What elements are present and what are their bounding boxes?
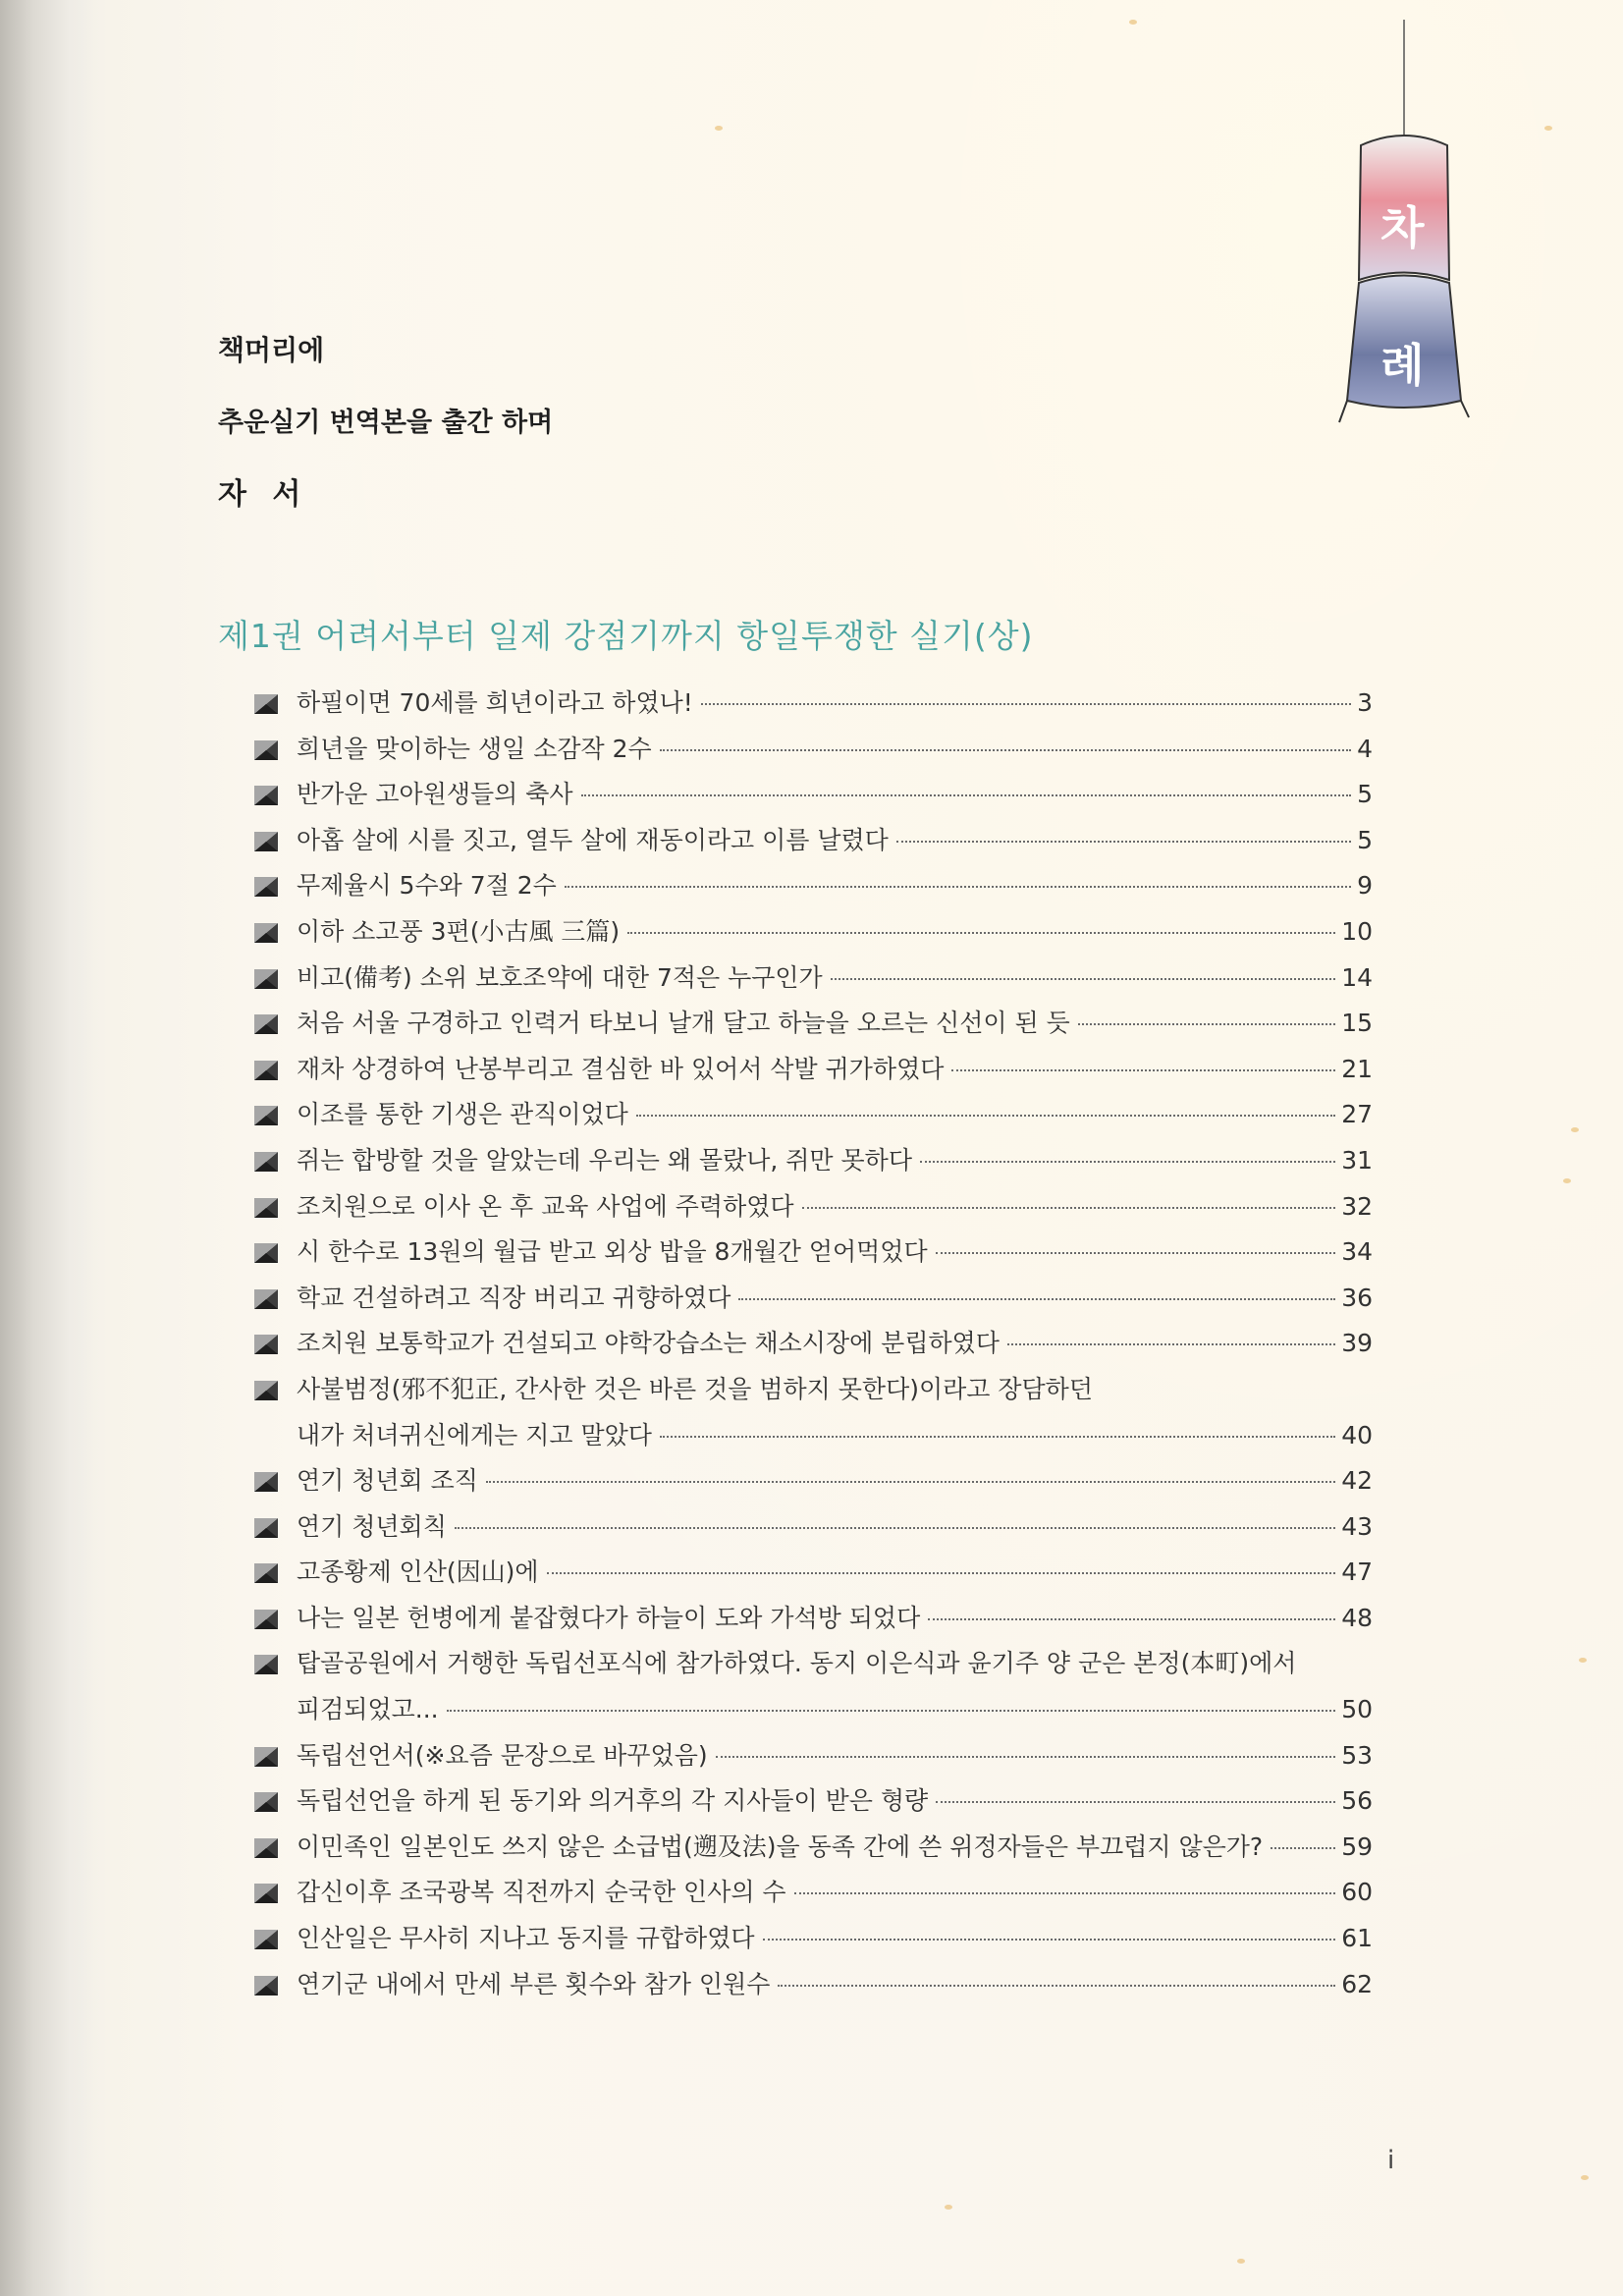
toc-page-number: 31 — [1341, 1145, 1373, 1175]
dot-leader — [660, 1435, 1335, 1438]
toc-entry-title: 조치원 보통학교가 건설되고 야학강습소는 채소시장에 분립하였다 — [297, 1329, 1000, 1358]
toc-page-number: 15 — [1341, 1009, 1373, 1038]
toc-page-number: 48 — [1341, 1603, 1373, 1632]
toc-entry[interactable] — [253, 1184, 1373, 1230]
toc-page-number: 3 — [1357, 688, 1373, 717]
dot-leader — [455, 1526, 1335, 1529]
toc-entry[interactable] — [253, 727, 1373, 773]
toc-entry-title: 시 한수로 13원의 월급 받고 외상 밥을 8개월간 얻어먹었다 — [297, 1237, 928, 1267]
toc-entry-title: 하필이면 70세를 희년이라고 하였나! — [297, 688, 693, 717]
toc-entry-title: 탑골공원에서 거행한 독립선포식에 참가하였다. 동지 이은식과 윤기주 양 군은 본정(本町)에서 — [297, 1649, 1297, 1678]
toc-entry-title: 학교 건설하려고 직장 버리고 귀향하였다 — [297, 1283, 731, 1312]
toc-entry[interactable] — [253, 1367, 1373, 1458]
toc-entry-title: 갑신이후 조국광복 직전까지 순국한 인사의 수 — [297, 1878, 786, 1907]
toc-entry[interactable] — [253, 1870, 1373, 1916]
paper-speck — [1579, 1658, 1587, 1663]
toc-page-number: 27 — [1341, 1100, 1373, 1129]
bullet-icon — [253, 1287, 279, 1309]
toc-page-number: 5 — [1357, 825, 1373, 854]
toc-entry[interactable] — [253, 1092, 1373, 1138]
page-folio: i — [1387, 2146, 1395, 2175]
toc-page-number: 53 — [1341, 1740, 1373, 1770]
toc-page-number: 39 — [1341, 1329, 1373, 1358]
toc-entry[interactable] — [253, 956, 1373, 1002]
bullet-icon — [253, 784, 279, 805]
bullet-icon — [253, 1241, 279, 1263]
toc-entry-title: 독립선언을 하게 된 동기와 의거후의 각 지사들이 받은 형량 — [297, 1786, 929, 1816]
dot-leader — [1078, 1022, 1335, 1025]
paper-speck — [1571, 1127, 1579, 1132]
toc-entry[interactable] — [253, 1047, 1373, 1093]
paper-speck — [715, 126, 723, 131]
front-matter-publication-note: 추운실기 번역본을 출간 하며 — [218, 408, 554, 438]
toc-page-number: 43 — [1341, 1511, 1373, 1541]
front-matter-author-preface: 자 서 — [218, 477, 309, 512]
bullet-icon — [253, 1150, 279, 1172]
dot-leader — [581, 793, 1352, 796]
ornament-char-top: 차 — [1380, 201, 1425, 254]
bullet-icon — [253, 1928, 279, 1949]
bullet-icon — [253, 692, 279, 714]
dot-leader — [936, 1251, 1336, 1254]
dot-leader — [627, 931, 1335, 934]
toc-page-number: 14 — [1341, 962, 1373, 992]
toc-entry[interactable] — [253, 909, 1373, 956]
toc-page-number: 47 — [1341, 1558, 1373, 1587]
toc-entry[interactable] — [253, 818, 1373, 864]
dot-leader — [831, 977, 1335, 980]
dot-leader — [547, 1571, 1336, 1574]
toc-page-number: 61 — [1341, 1924, 1373, 1953]
dot-leader — [936, 1800, 1335, 1803]
toc-entry[interactable] — [253, 1916, 1373, 1962]
bullet-icon — [253, 1379, 279, 1400]
toc-entry-title: 조치원으로 이사 온 후 교육 사업에 주력하였다 — [297, 1191, 794, 1221]
dot-leader — [951, 1068, 1335, 1071]
toc-entry[interactable] — [253, 681, 1373, 727]
bullet-icon — [253, 1790, 279, 1812]
paper-speck — [1544, 126, 1552, 131]
paper-speck — [1563, 1178, 1571, 1183]
bullet-icon — [253, 1653, 279, 1674]
bullet-icon — [253, 1196, 279, 1218]
toc-entry-title: 쥐는 합방할 것을 알았는데 우리는 왜 몰랐나, 쥐만 못하다 — [297, 1145, 912, 1175]
bullet-icon — [253, 1974, 279, 1995]
dot-leader — [1007, 1342, 1335, 1345]
dot-leader — [565, 885, 1351, 888]
toc-entry[interactable] — [253, 1733, 1373, 1779]
toc-entry-title: 고종황제 인산(因山)에 — [297, 1558, 539, 1587]
paper-speck — [945, 2205, 952, 2210]
bullet-icon — [253, 1012, 279, 1034]
toc-entry-title: 독립선언서(※요즘 문장으로 바꾸었음) — [297, 1740, 708, 1770]
toc-entry[interactable] — [253, 1596, 1373, 1642]
toc-entry-title: 나는 일본 헌병에게 붙잡혔다가 하늘이 도와 가석방 되었다 — [297, 1603, 921, 1632]
bullet-icon — [253, 830, 279, 851]
toc-entry-title: 아홉 살에 시를 짓고, 열두 살에 재동이라고 이름 날렸다 — [297, 825, 889, 854]
toc-entry-title: 처음 서울 구경하고 인력거 타보니 날개 달고 하늘을 오르는 신선이 된 듯 — [297, 1009, 1070, 1038]
book-binding-shadow — [0, 0, 93, 2296]
toc-entry-title: 이조를 통한 기생은 관직이었다 — [297, 1100, 628, 1129]
dot-leader — [636, 1114, 1335, 1117]
toc-entry[interactable] — [253, 1321, 1373, 1367]
paper-speck — [1581, 2175, 1589, 2180]
dot-leader — [763, 1938, 1336, 1941]
toc-entry-title: 재차 상경하여 난봉부리고 결심한 바 있어서 삭발 귀가하였다 — [297, 1054, 945, 1083]
bullet-icon — [253, 1836, 279, 1858]
toc-page-number: 4 — [1357, 734, 1373, 763]
toc-entry-title: 인산일은 무사히 지나고 동지를 규합하였다 — [297, 1924, 755, 1953]
bullet-icon — [253, 967, 279, 989]
bullet-icon — [253, 1059, 279, 1080]
bullet-icon — [253, 1608, 279, 1629]
toc-entry-title-continued: 내가 처녀귀신에게는 지고 말았다 — [297, 1420, 652, 1449]
chapter-title: 제1권 어려서부터 일제 강점기까지 항일투쟁한 실기(상) — [218, 617, 1034, 655]
bullet-icon — [253, 1104, 279, 1125]
ornament-char-bottom: 례 — [1380, 339, 1425, 392]
dot-leader — [701, 702, 1351, 705]
dot-leader — [802, 1206, 1336, 1209]
paper-speck — [1129, 20, 1137, 25]
toc-entry-title-continued: 피검되었고... — [297, 1695, 439, 1724]
bullet-icon — [253, 738, 279, 760]
toc-page-number: 50 — [1341, 1695, 1373, 1724]
toc-page-number: 56 — [1341, 1786, 1373, 1816]
toc-entry[interactable] — [253, 772, 1373, 818]
toc-entry[interactable] — [253, 1276, 1373, 1322]
toc-page-number: 10 — [1341, 916, 1373, 946]
toc-page-number: 42 — [1341, 1466, 1373, 1496]
dot-leader — [896, 840, 1351, 843]
table-of-contents — [253, 681, 1373, 2007]
toc-page-number: 9 — [1357, 871, 1373, 901]
dot-leader — [660, 748, 1351, 751]
dot-leader — [778, 1984, 1335, 1987]
toc-page-number: 34 — [1341, 1237, 1373, 1267]
dot-leader — [738, 1297, 1335, 1300]
toc-entry-title: 연기 청년회칙 — [297, 1511, 447, 1541]
toc-entry-title: 연기 청년회 조직 — [297, 1466, 478, 1496]
contents-ornament — [1325, 20, 1483, 432]
toc-entry-title: 이하 소고풍 3편(小古風 三篇) — [297, 916, 621, 946]
toc-entry[interactable] — [253, 1458, 1373, 1504]
toc-entry[interactable] — [253, 1778, 1373, 1825]
bullet-icon — [253, 1333, 279, 1354]
dot-leader — [794, 1891, 1336, 1894]
bullet-icon — [253, 921, 279, 943]
dot-leader — [928, 1617, 1335, 1620]
toc-entry-title: 반가운 고아원생들의 축사 — [297, 780, 573, 809]
bullet-icon — [253, 1470, 279, 1492]
toc-entry[interactable] — [253, 1504, 1373, 1551]
toc-entry[interactable] — [253, 863, 1373, 909]
dot-leader — [716, 1755, 1336, 1758]
bullet-icon — [253, 875, 279, 897]
toc-page-number: 62 — [1341, 1969, 1373, 1998]
toc-page-number: 60 — [1341, 1878, 1373, 1907]
toc-entry[interactable] — [253, 1550, 1373, 1596]
toc-entry-title: 이민족인 일본인도 쓰지 않은 소급법(遡及法)을 동족 간에 쓴 위정자들은 부끄럽지 않은가? — [297, 1831, 1264, 1861]
bullet-icon — [253, 1561, 279, 1583]
toc-entry-title: 연기군 내에서 만세 부른 횟수와 참가 인원수 — [297, 1969, 771, 1998]
toc-page-number: 40 — [1341, 1420, 1373, 1449]
toc-entry-title: 희년을 맞이하는 생일 소감작 2수 — [297, 734, 652, 763]
dot-leader — [920, 1160, 1335, 1163]
toc-entry-title: 비고(備考) 소위 보호조약에 대한 7적은 누구인가 — [297, 962, 823, 992]
paper-speck — [1237, 2259, 1245, 2264]
toc-page-number: 59 — [1341, 1831, 1373, 1861]
toc-entry[interactable] — [253, 1641, 1373, 1732]
toc-entry-title: 무제율시 5수와 7절 2수 — [297, 871, 557, 901]
toc-entry[interactable] — [253, 1825, 1373, 1871]
toc-page-number: 5 — [1357, 780, 1373, 809]
dot-leader — [447, 1709, 1336, 1712]
toc-entry[interactable] — [253, 1001, 1373, 1047]
dot-leader — [486, 1480, 1335, 1483]
toc-entry[interactable] — [253, 1962, 1373, 2008]
toc-page-number: 21 — [1341, 1054, 1373, 1083]
bullet-icon — [253, 1745, 279, 1767]
toc-entry[interactable] — [253, 1230, 1373, 1276]
toc-page-number: 36 — [1341, 1283, 1373, 1312]
dot-leader — [1271, 1846, 1335, 1849]
toc-page-number: 32 — [1341, 1191, 1373, 1221]
bullet-icon — [253, 1516, 279, 1538]
bullet-icon — [253, 1882, 279, 1903]
front-matter-preface: 책머리에 — [218, 334, 325, 366]
toc-entry-title: 사불범정(邪不犯正, 간사한 것은 바른 것을 범하지 못한다)이라고 장담하던 — [297, 1374, 1093, 1403]
toc-entry[interactable] — [253, 1138, 1373, 1184]
